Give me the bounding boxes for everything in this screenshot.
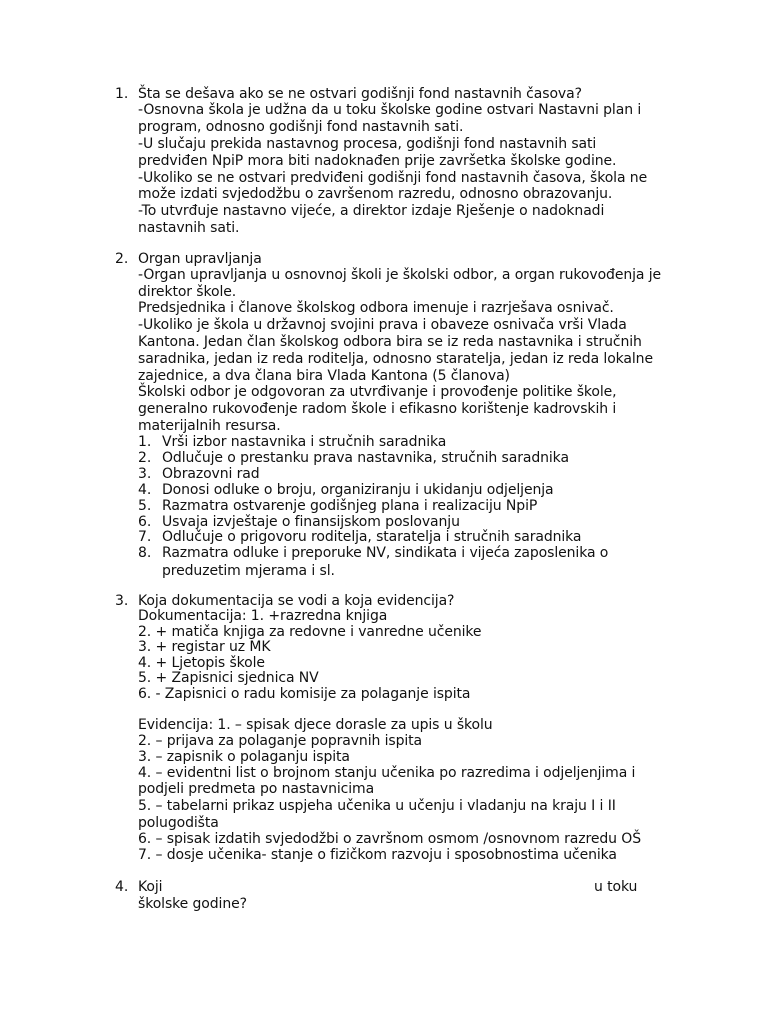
q2-item-text: Vrši izbor nastavnika i stručnih saradnika bbox=[162, 434, 447, 450]
q2-line: direktor škole. bbox=[138, 284, 237, 300]
q3-title: Koja dokumentacija se vodi a koja evidencija? bbox=[138, 593, 455, 609]
q3-evid-line: polugodišta bbox=[138, 815, 219, 831]
q2-title: Organ upravljanja bbox=[138, 251, 262, 267]
q2-item-number: 3. bbox=[138, 466, 152, 482]
q2-line: materijalnih resursa. bbox=[138, 418, 281, 434]
q2-item-text: Razmatra ostvarenje godišnjeg plana i realizaciju NpiP bbox=[162, 498, 538, 514]
q3-evid-line: 7. – dosje učenika- stanje o fizičkom razvoju i sposobnostima učenika bbox=[138, 847, 617, 863]
q3-line: 4. + Ljetopis škole bbox=[138, 655, 265, 671]
q1-line: -Osnovna škola je udžna da u toku školske godine ostvari Nastavni plan i bbox=[138, 102, 642, 118]
q1-line: može izdati svjedodžbu o završenom razredu, odnosno obrazovanju. bbox=[138, 186, 613, 202]
q1-line: -Ukoliko se ne ostvari predviđeni godišnji fond nastavnih časova, škola ne bbox=[138, 170, 648, 186]
q2-item-number: 1. bbox=[138, 434, 152, 450]
q4-text-end: u toku bbox=[594, 879, 638, 895]
q3-line: 5. + Zapisnici sjednica NV bbox=[138, 670, 319, 686]
q2-item-number: 6. bbox=[138, 514, 152, 530]
q3-evid-line: Evidencija: 1. – spisak djece dorasle za upis u školu bbox=[138, 717, 493, 733]
q3-evid-line: 2. – prijava za polaganje popravnih ispita bbox=[138, 733, 423, 749]
q2-item-number: 5. bbox=[138, 498, 152, 514]
q3-line: 6. - Zapisnici o radu komisije za polaganje ispita bbox=[138, 686, 471, 702]
q2-line: saradnika, jedan iz reda roditelja, odnosno staratelja, jedan iz reda lokalne bbox=[138, 351, 653, 367]
q1-number: 1. bbox=[115, 86, 129, 102]
q3-line: 3. + registar uz MK bbox=[138, 639, 271, 655]
q3-evid-line: 3. – zapisnik o polaganju ispita bbox=[138, 749, 350, 765]
q2-item-number: 8. bbox=[138, 545, 152, 561]
q3-evid-line: 6. – spisak izdatih svjedodžbi o završnom osmom /osnovnom razredu OŠ bbox=[138, 831, 642, 847]
q2-item-number: 4. bbox=[138, 482, 152, 498]
q2-line: Školski odbor je odgovoran za utvrđivanje i provođenje politike škole, bbox=[138, 384, 617, 400]
q1-title: Šta se dešava ako se ne ostvari godišnji fond nastavnih časova? bbox=[138, 86, 582, 102]
q3-evid-line: 5. – tabelarni prikaz uspjeha učenika u učenju i vladanju na kraju I i II bbox=[138, 798, 616, 814]
q2-item-text: Usvaja izvještaje o finansijskom poslovanju bbox=[162, 514, 460, 530]
q2-line: -Organ upravljanja u osnovnoj školi je školski odbor, a organ rukovođenja je bbox=[138, 267, 662, 283]
q2-item-text: Razmatra odluke i preporuke NV, sindikata i vijeća zaposlenika o bbox=[162, 545, 609, 561]
q2-line: Kantona. Jedan član školskog odbora bira se iz reda nastavnika i stručnih bbox=[138, 334, 642, 350]
q2-item-text-cont: preduzetim mjerama i sl. bbox=[162, 563, 335, 579]
q2-item-number: 2. bbox=[138, 450, 152, 466]
q2-line: zajednice, a dva člana bira Vlada Kantona (5 članova) bbox=[138, 368, 510, 384]
q2-item-text: Donosi odluke o broju, organiziranju i ukidanju odjeljenja bbox=[162, 482, 554, 498]
q4-text-start: Koji bbox=[138, 879, 163, 895]
q3-evid-line: podjeli predmeta po nastavnicima bbox=[138, 781, 375, 797]
q1-line: -U slučaju prekida nastavnog procesa, godišnji fond nastavnih sati bbox=[138, 136, 597, 152]
q3-evid-line: 4. – evidentni list o brojnom stanju učenika po razredima i odjeljenjima i bbox=[138, 765, 636, 781]
q1-line: predviđen NpiP mora biti nadoknađen prije završetka školske godine. bbox=[138, 153, 617, 169]
q4-line: školske godine? bbox=[138, 896, 247, 912]
q2-line: generalno rukovođenje radom škole i efikasno korištenje kadrovskih i bbox=[138, 401, 617, 417]
q2-item-text: Odlučuje o prestanku prava nastavnika, stručnih saradnika bbox=[162, 450, 569, 466]
q4-number: 4. bbox=[115, 879, 129, 895]
q2-number: 2. bbox=[115, 251, 129, 267]
q1-line: program, odnosno godišnji fond nastavnih sati. bbox=[138, 119, 464, 135]
q3-line: Dokumentacija: 1. +razredna knjiga bbox=[138, 608, 388, 624]
q2-line: -Ukoliko je škola u državnoj svojini prava i obaveze osnivača vrši Vlada bbox=[138, 317, 627, 333]
q2-line: Predsjednika i članove školskog odbora imenuje i razrješava osnivač. bbox=[138, 300, 614, 316]
q1-line: nastavnih sati. bbox=[138, 220, 240, 236]
q1-line: -To utvrđuje nastavno vijeće, a direktor izdaje Rješenje o nadoknadi bbox=[138, 203, 605, 219]
q2-item-text: Obrazovni rad bbox=[162, 466, 260, 482]
q3-line: 2. + matiča knjiga za redovne i vanredne učenike bbox=[138, 624, 482, 640]
q2-item-number: 7. bbox=[138, 529, 152, 545]
q2-item-text: Odlučuje o prigovoru roditelja, staratelja i stručnih saradnika bbox=[162, 529, 582, 545]
q3-number: 3. bbox=[115, 593, 129, 609]
